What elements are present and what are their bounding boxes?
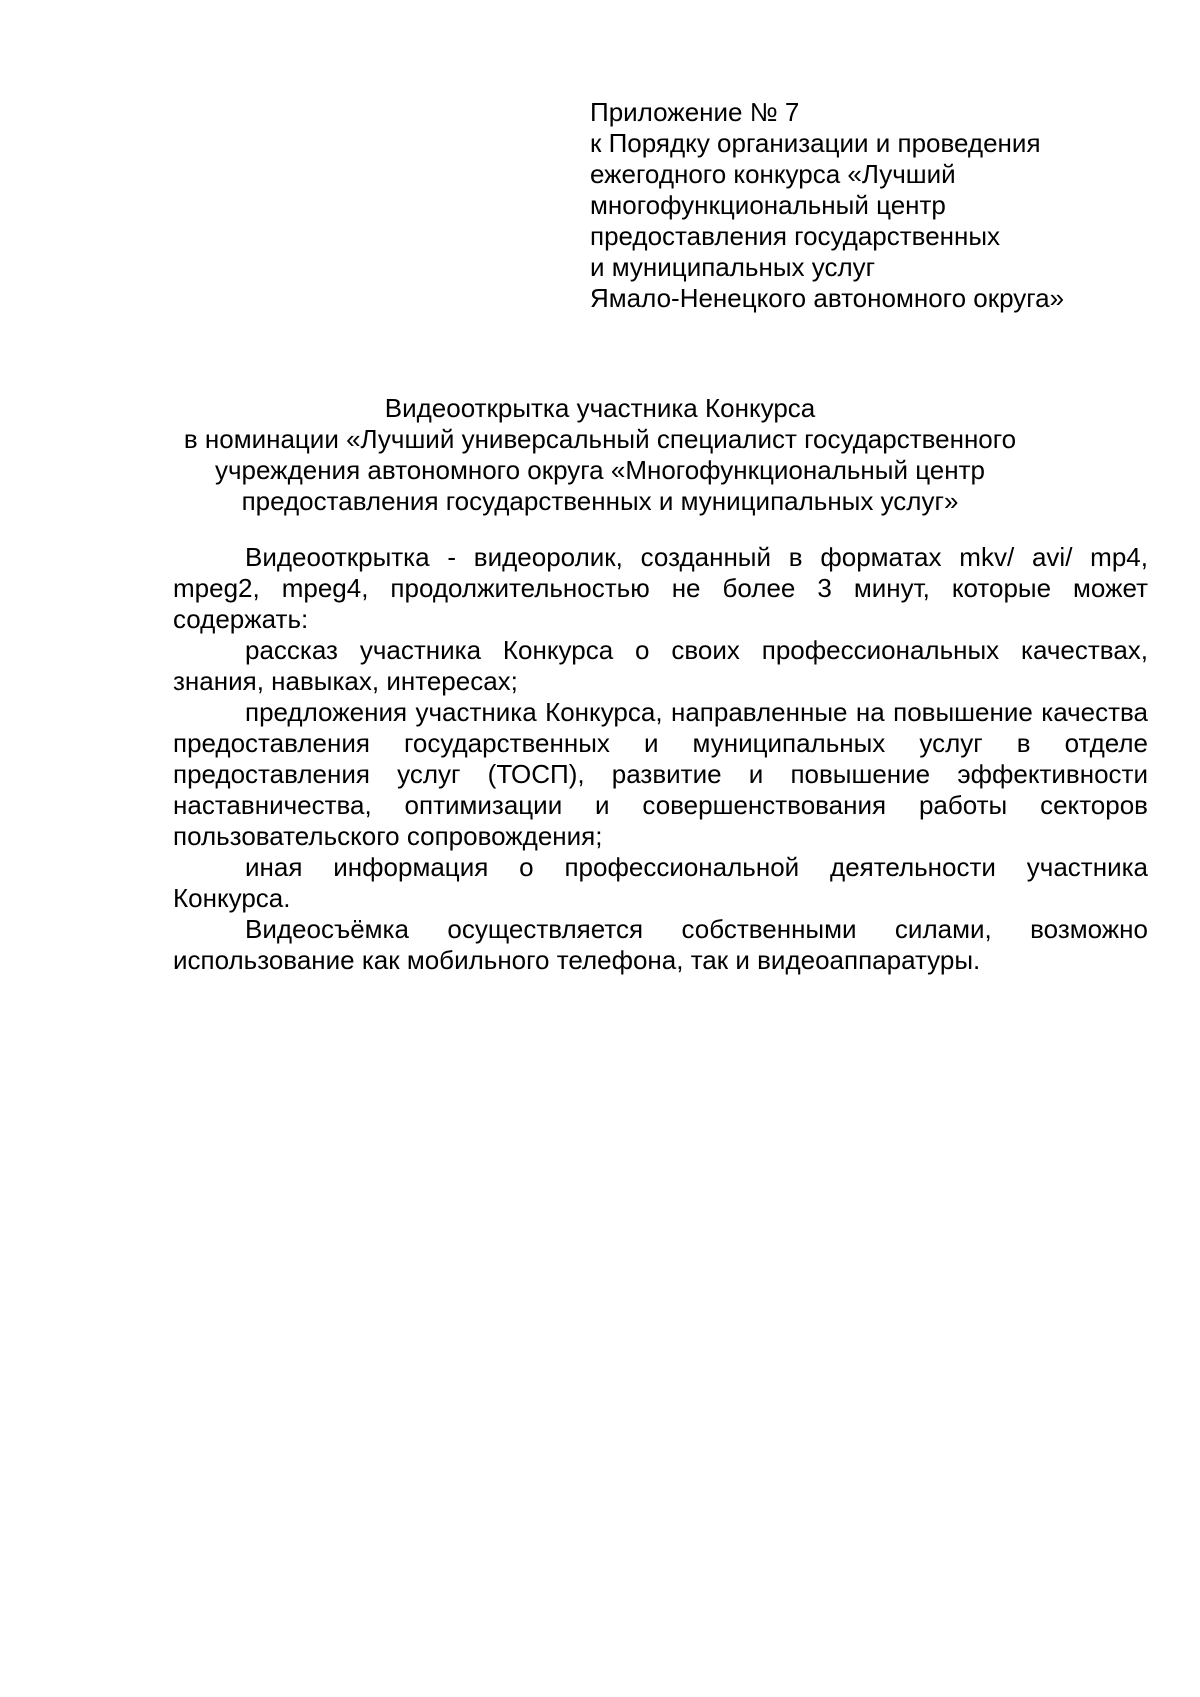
appendix-line: к Порядку организации и проведения [590,128,1041,158]
document-title [150,393,1050,517]
appendix-number: Приложение № 7 [590,97,800,127]
paragraph-story: рассказ участника Конкурса о своих профессиональных качествах, знания, навыках, интересах; [173,635,1148,696]
paragraph-other-info: иная информация о профессиональной деятельности участника Конкурса. [173,852,1148,913]
document-body [173,542,1148,976]
title-line: Видеооткрытка участника Конкурса [384,393,816,423]
title-line: предоставления государственных и муниципальных услуг» [241,486,959,516]
appendix-header [590,97,1150,314]
paragraph-filming: Видеосъёмка осуществляется собственными силами, возможно использование как мобильного телефона, так и видеоаппаратуры. [173,914,1148,975]
paragraph-proposals: предложения участника Конкурса, направленные на повышение качества предоставления государственных и муниципальных услуг в отделе предоставления услуг (ТОСП), развитие и повышение эффективности наставничества, оптимизации и совершенствования работы секторов пользовательского сопровождения; [173,697,1148,851]
appendix-line: и муниципальных услуг [590,252,876,282]
title-line: учреждения автономного округа «Многофункциональный центр [215,455,985,485]
paragraph-definition: Видеооткрытка - видеоролик, созданный в форматах mkv/ avi/ mp4, mpeg2, mpeg4, продолжительностью не более 3 минут, которые может содержать: [173,542,1148,634]
appendix-line: предоставления государственных [590,221,1001,251]
appendix-line: Ямало-Ненецкого автономного округа» [590,283,1065,313]
title-line: в номинации «Лучший универсальный специалист государственного [183,424,1017,454]
appendix-line: многофункциональный центр [590,190,946,220]
appendix-line: ежегодного конкурса «Лучший [590,159,956,189]
